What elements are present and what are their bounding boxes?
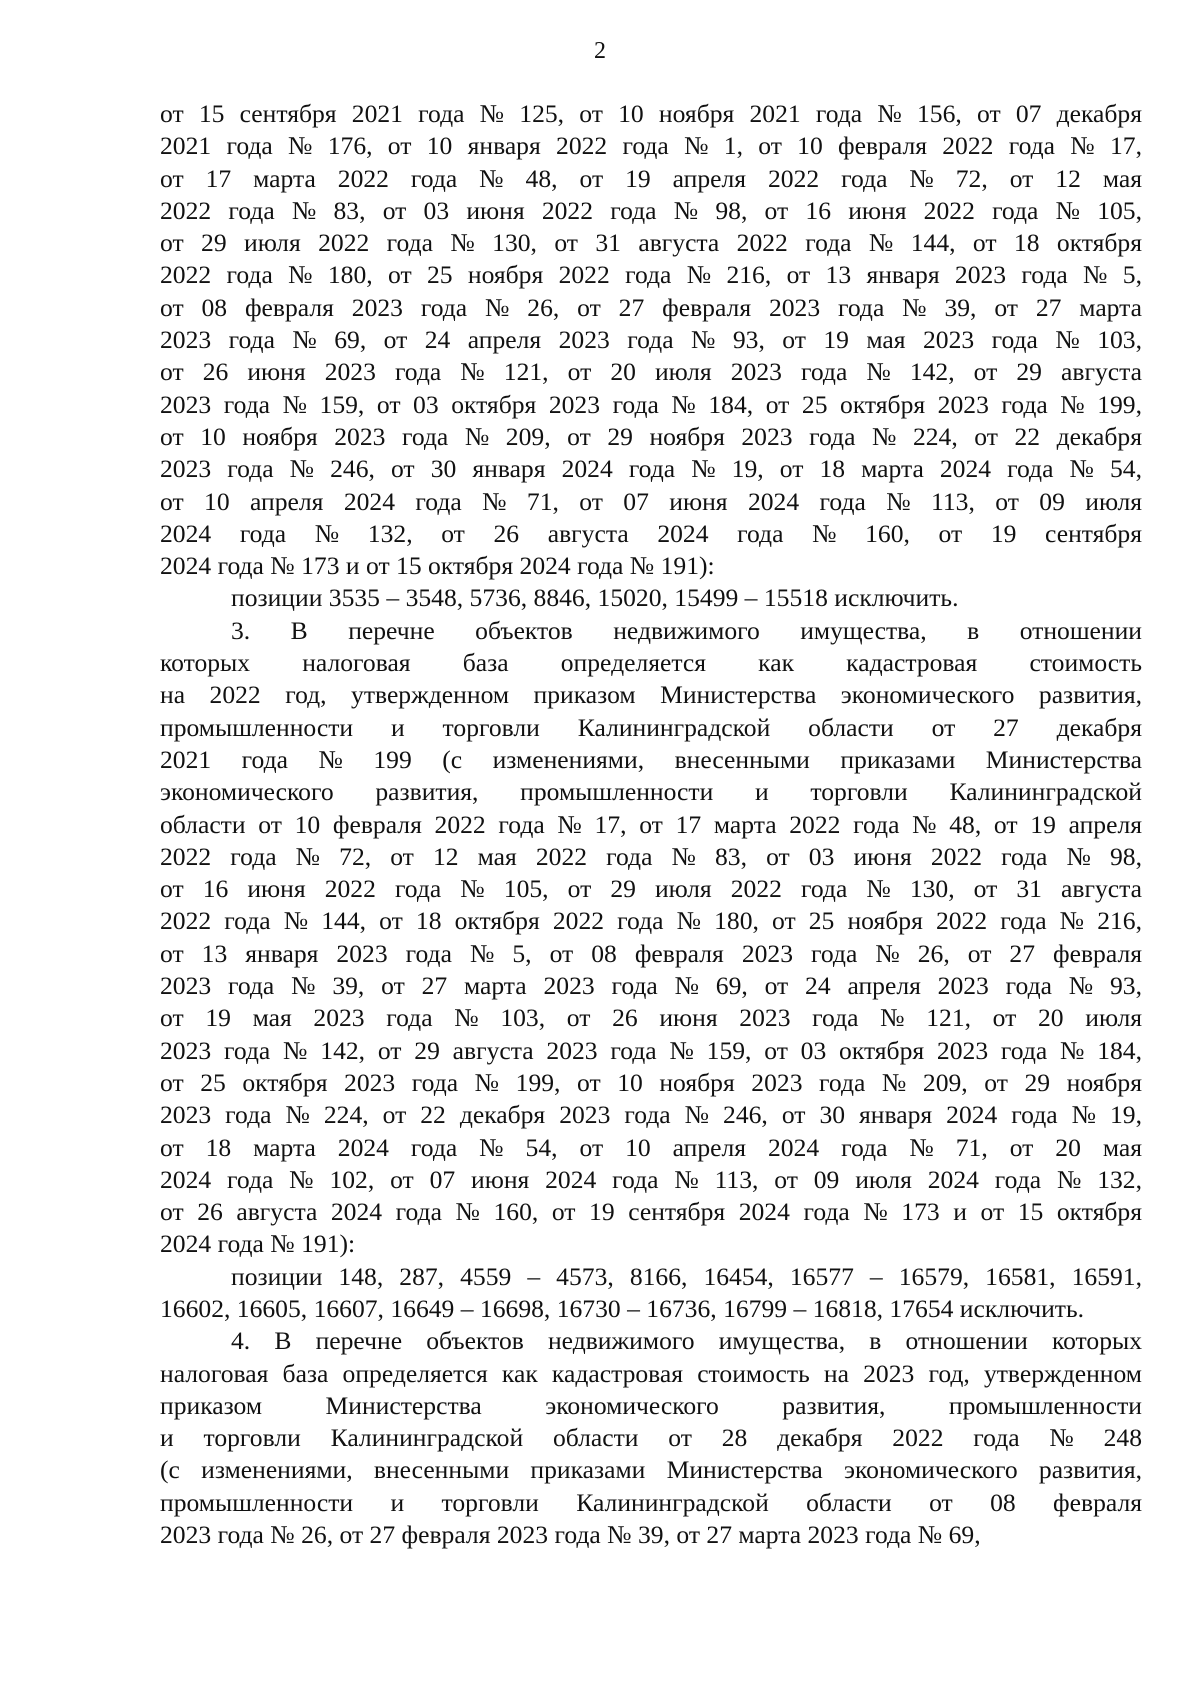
text-line: от 10 апреля 2024 года № 71, от 07 июня 2024 года № 113, от 09 июля	[160, 486, 1142, 516]
text-line: позиции 3535 – 3548, 5736, 8846, 15020, 15499 – 15518 исключить.	[231, 583, 959, 613]
text-line: 2023 года № 246, от 30 января 2024 года № 19, от 18 марта 2024 года № 54,	[160, 454, 1142, 484]
text-line: 2023 года № 26, от 27 февраля 2023 года № 39, от 27 марта 2023 года № 69,	[160, 1520, 981, 1550]
text-line: от 16 июня 2022 года № 105, от 29 июля 2022 года № 130, от 31 августа	[160, 874, 1142, 904]
text-line: 2021 года № 176, от 10 января 2022 года № 1, от 10 февраля 2022 года № 17,	[160, 131, 1142, 161]
text-line: 2023 года № 224, от 22 декабря 2023 года № 246, от 30 января 2024 года № 19,	[160, 1100, 1142, 1130]
text-line: 2023 года № 142, от 29 августа 2023 года № 159, от 03 октября 2023 года № 184,	[160, 1035, 1142, 1065]
text-line: 2024 года № 191):	[160, 1229, 356, 1259]
text-line: приказом Министерства экономического развития, промышленности	[160, 1390, 1142, 1420]
text-line: от 26 августа 2024 года № 160, от 19 сентября 2024 года № 173 и от 15 октября	[160, 1197, 1142, 1227]
text-line: позиции 148, 287, 4559 – 4573, 8166, 16454, 16577 – 16579, 16581, 16591,	[231, 1261, 1142, 1291]
paragraph-continuation	[160, 98, 1142, 582]
text-line: на 2022 год, утвержденном приказом Министерства экономического развития,	[160, 680, 1142, 710]
text-line: 2022 года № 72, от 12 мая 2022 года № 83, от 03 июня 2022 года № 98,	[160, 841, 1142, 871]
paragraph-positions-2	[160, 1261, 1142, 1326]
text-line: 2024 года № 102, от 07 июня 2024 года № 113, от 09 июля 2024 года № 132,	[160, 1164, 1142, 1194]
text-line: (с изменениями, внесенными приказами Министерства экономического развития,	[160, 1455, 1142, 1485]
text-line: 4. В перечне объектов недвижимого имущества, в отношении которых	[231, 1326, 1142, 1356]
document-body	[160, 98, 1142, 1551]
text-line: промышленности и торговли Калининградской области от 08 февраля	[160, 1487, 1142, 1517]
text-line: 2022 года № 144, от 18 октября 2022 года № 180, от 25 ноября 2022 года № 216,	[160, 906, 1142, 936]
text-line: от 10 ноября 2023 года № 209, от 29 ноября 2023 года № 224, от 22 декабря	[160, 421, 1142, 451]
paragraph-positions-1	[160, 582, 1142, 614]
text-line: 3. В перечне объектов недвижимого имущества, в отношении	[231, 615, 1142, 645]
page-number: 2	[594, 38, 606, 64]
text-line: 2024 года № 173 и от 15 октября 2024 года № 191):	[160, 551, 715, 581]
paragraph-item-4	[160, 1325, 1142, 1551]
text-line: от 19 мая 2023 года № 103, от 26 июня 2023 года № 121, от 20 июля	[160, 1003, 1142, 1033]
text-line: 2021 года № 199 (с изменениями, внесенными приказами Министерства	[160, 744, 1142, 774]
text-line: от 13 января 2023 года № 5, от 08 февраля 2023 года № 26, от 27 февраля	[160, 938, 1142, 968]
text-line: от 25 октября 2023 года № 199, от 10 ноября 2023 года № 209, от 29 ноября	[160, 1067, 1142, 1097]
text-line: от 26 июня 2023 года № 121, от 20 июля 2023 года № 142, от 29 августа	[160, 357, 1142, 387]
text-line: от 08 февраля 2023 года № 26, от 27 февраля 2023 года № 39, от 27 марта	[160, 292, 1142, 322]
text-line: которых налоговая база определяется как кадастровая стоимость	[160, 648, 1142, 678]
text-line: 2023 года № 69, от 24 апреля 2023 года № 93, от 19 мая 2023 года № 103,	[160, 325, 1142, 355]
text-line: от 18 марта 2024 года № 54, от 10 апреля 2024 года № 71, от 20 мая	[160, 1132, 1142, 1162]
text-line: 16602, 16605, 16607, 16649 – 16698, 16730 – 16736, 16799 – 16818, 17654 исключить.	[160, 1293, 1085, 1323]
text-line: от 15 сентября 2021 года № 125, от 10 ноября 2021 года № 156, от 07 декабря	[160, 99, 1142, 128]
text-line: 2023 года № 159, от 03 октября 2023 года № 184, от 25 октября 2023 года № 199,	[160, 389, 1142, 419]
text-line: и торговли Калининградской области от 28 декабря 2022 года № 248	[160, 1423, 1142, 1453]
text-line: экономического развития, промышленности и торговли Калининградской	[160, 777, 1142, 807]
text-line: от 29 июля 2022 года № 130, от 31 августа 2022 года № 144, от 18 октября	[160, 228, 1142, 258]
text-line: 2024 года № 132, от 26 августа 2024 года № 160, от 19 сентября	[160, 518, 1142, 548]
text-line: 2022 года № 180, от 25 ноября 2022 года № 216, от 13 января 2023 года № 5,	[160, 260, 1142, 290]
text-line: от 17 марта 2022 года № 48, от 19 апреля 2022 года № 72, от 12 мая	[160, 163, 1142, 193]
paragraph-item-3	[160, 615, 1142, 1261]
text-line: области от 10 февраля 2022 года № 17, от 17 марта 2022 года № 48, от 19 апреля	[160, 809, 1142, 839]
text-line: 2022 года № 83, от 03 июня 2022 года № 98, от 16 июня 2022 года № 105,	[160, 195, 1142, 225]
text-line: налоговая база определяется как кадастровая стоимость на 2023 год, утвержденном	[160, 1358, 1142, 1388]
text-line: 2023 года № 39, от 27 марта 2023 года № 69, от 24 апреля 2023 года № 93,	[160, 971, 1142, 1001]
text-line: промышленности и торговли Калининградской области от 27 декабря	[160, 712, 1142, 742]
